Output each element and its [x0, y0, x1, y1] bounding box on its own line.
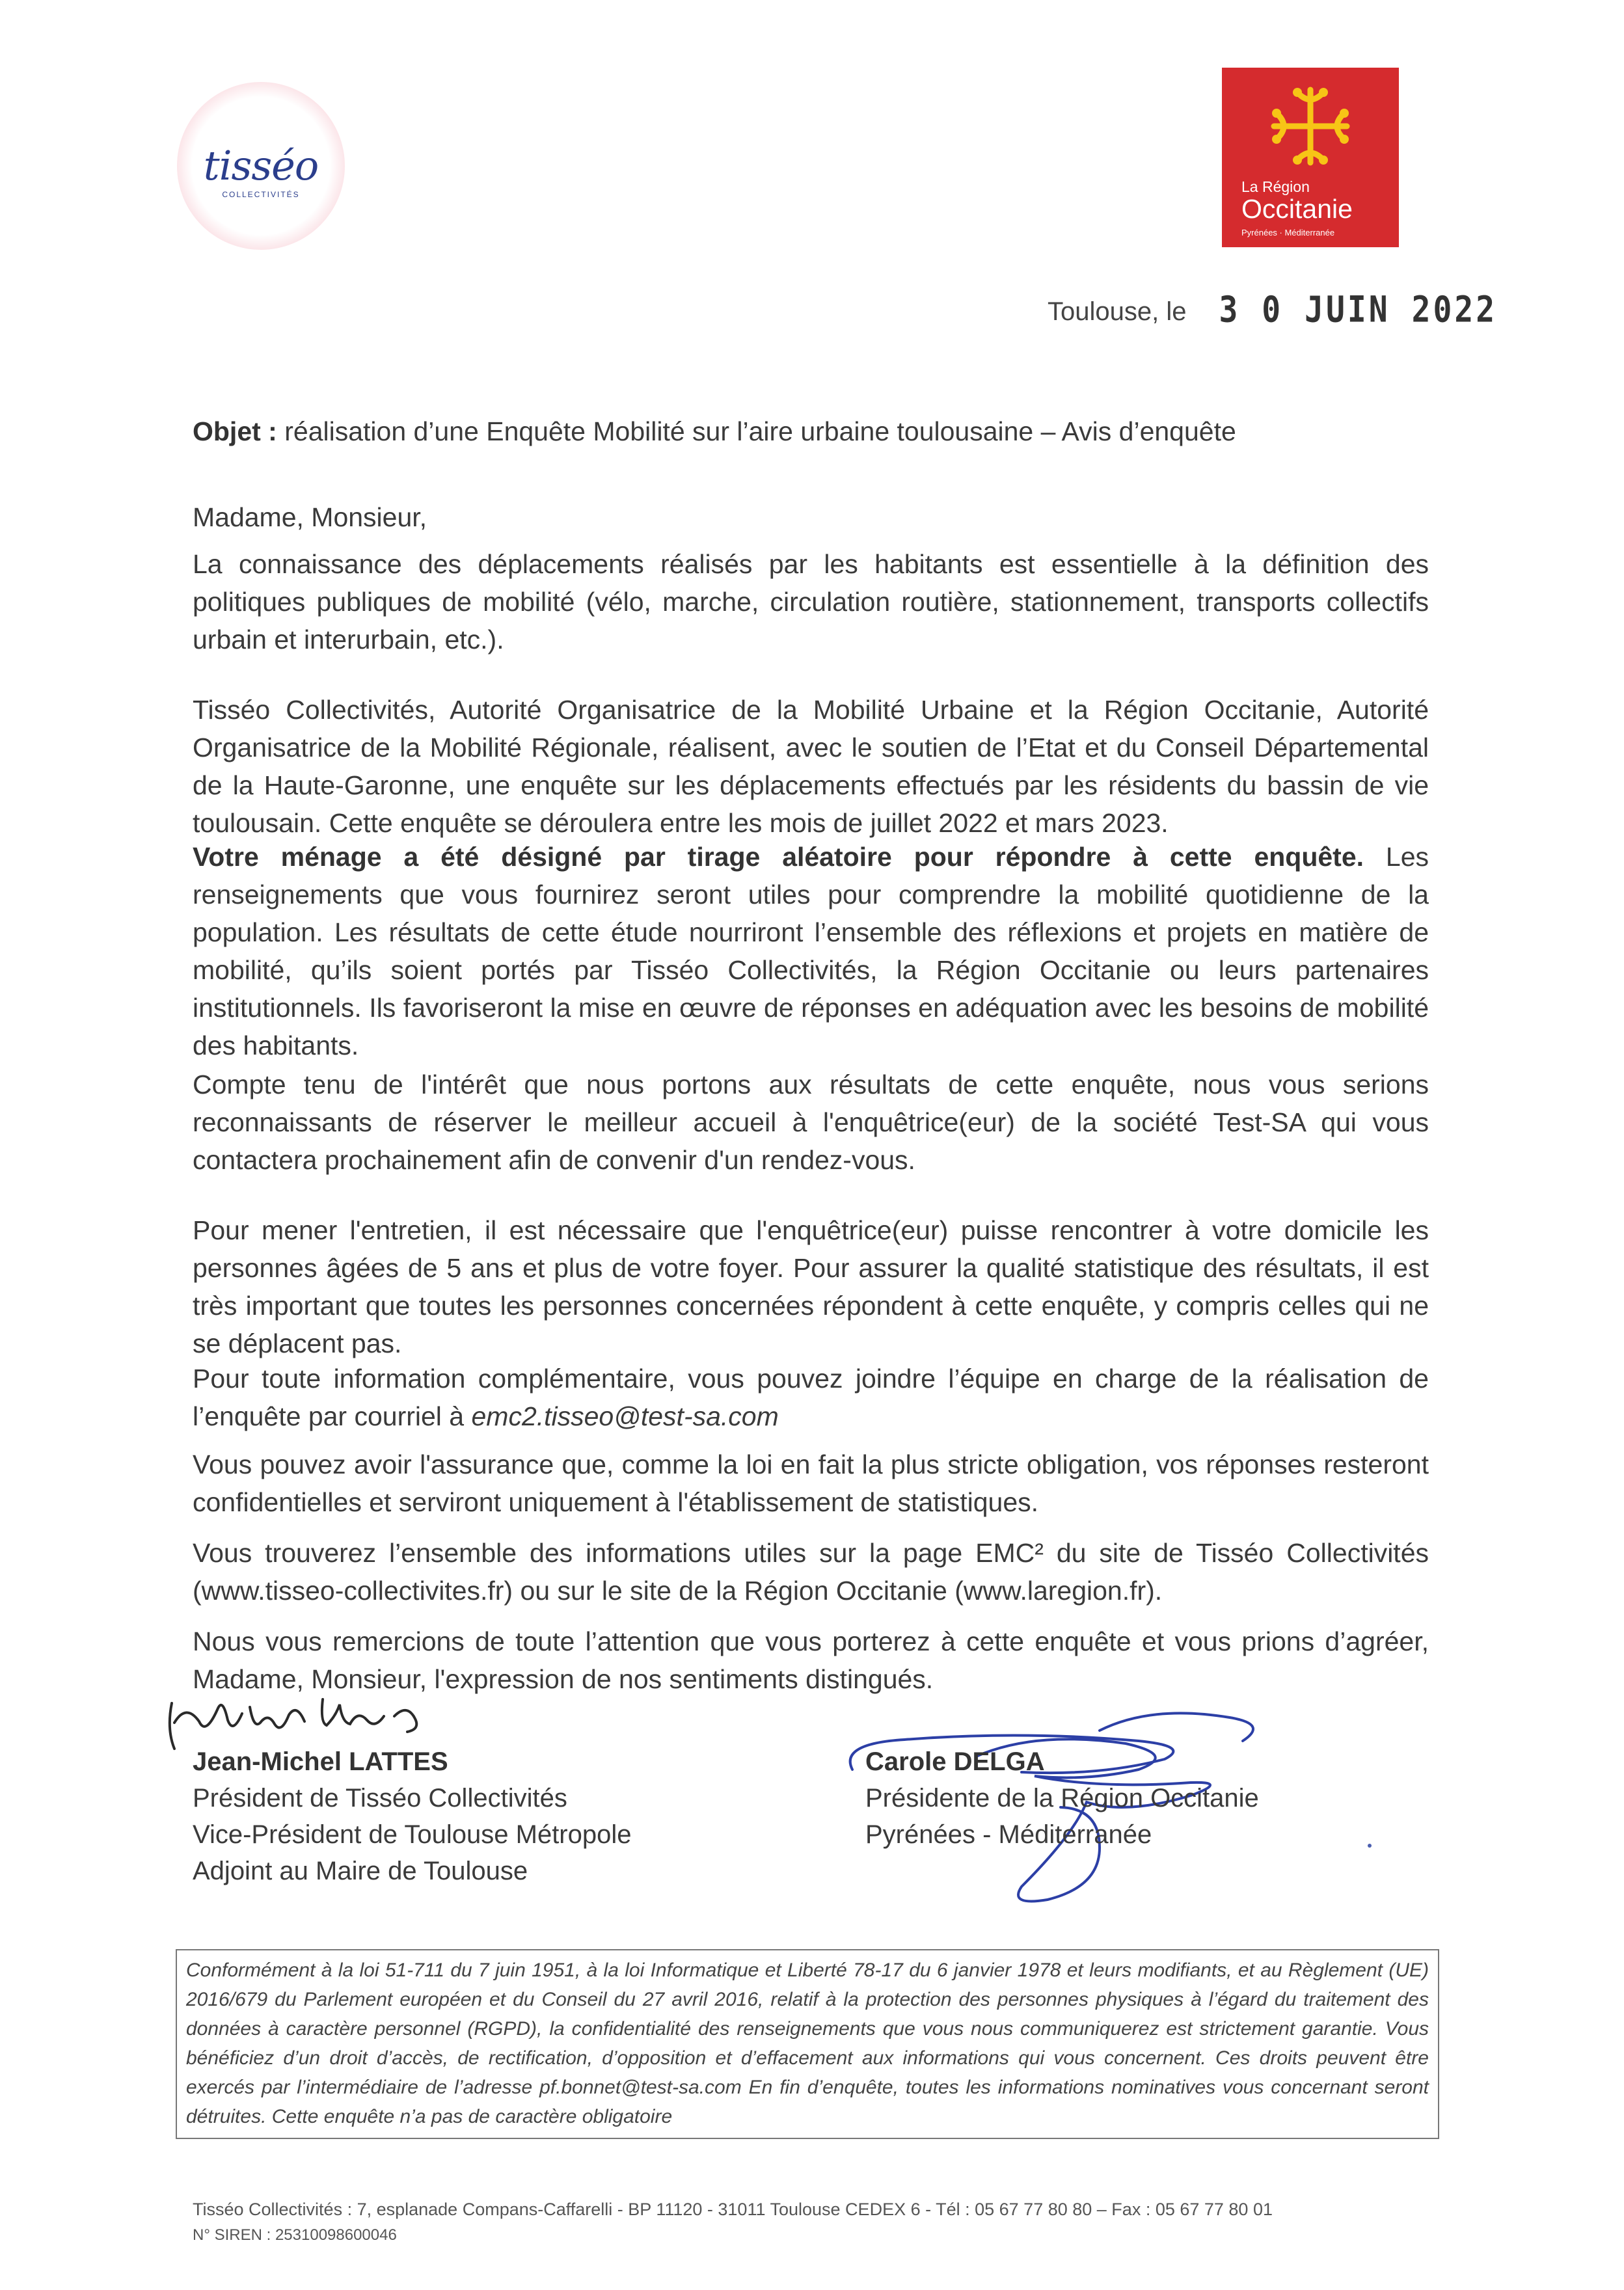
- signatory-left-title3: Adjoint au Maire de Toulouse: [193, 1857, 528, 1885]
- paragraph-context: La connaissance des déplacements réalisés par les habitants est essentielle à la définition des politiques publiques de mobilité (vélo, marche, circulation routière, stationnement, transports collectifs urbain et interurbain, etc.).: [193, 549, 1429, 654]
- selection-details: Les renseignements que vous fournirez seront utiles pour comprendre la mobilité quotidienne de la population. Les résultats de cette étude nourriront l’ensemble des réflexions et projets en matière de mobilité, qu’ils soient portés par Tisséo Collectivités, la Région Occitanie ou leurs partenaires institutionnels. Ils favoriseront la mise en œuvre de réponses en adéquation avec les besoins de mobilité des habitants.: [193, 842, 1429, 1060]
- footer: [193, 2196, 1273, 2248]
- signatory-right: [865, 1744, 1259, 1853]
- signatory-right-title1: Présidente de la Région Occitanie: [865, 1784, 1259, 1812]
- paragraph-selection: [193, 838, 1429, 1064]
- paragraph-interviewer: Compte tenu de l'intérêt que nous portons aux résultats de cette enquête, nous vous serions reconnaissants de réserver le meilleur accueil à l'enquêtrice(eur) de la société Test-SA qui vous contactera prochainement afin de convenir d'un rendez-vous.: [193, 1070, 1429, 1175]
- region-occitanie-logo: [1222, 68, 1399, 247]
- tisseo-logo-brand: tisséo: [203, 142, 319, 189]
- paragraph-closing: Nous vous remercions de toute l’attention que vous porterez à cette enquête et vous prions d’agréer, Madame, Monsieur, l'expression de nos sentiments distingués.: [193, 1626, 1429, 1694]
- subject-label: Objet :: [193, 416, 277, 446]
- signatory-left-title1: Président de Tisséo Collectivités: [193, 1784, 567, 1812]
- signatory-left-title2: Vice-Président de Toulouse Métropole: [193, 1820, 632, 1849]
- signatory-right-title2: Pyrénées - Méditerranée: [865, 1820, 1152, 1849]
- selection-notice: Votre ménage a été désigné par tirage aléatoire pour répondre à cette enquête.: [193, 842, 1364, 872]
- date-line: [1048, 288, 1498, 331]
- date-stamp: 3 0 JUIN 2022: [1219, 288, 1498, 331]
- greeting: Madame, Monsieur,: [193, 502, 427, 532]
- ink-dot: [1368, 1844, 1372, 1848]
- tisseo-logo: [177, 82, 345, 250]
- signatory-right-name: Carole DELGA: [865, 1747, 1045, 1776]
- date-place: Toulouse, le: [1048, 297, 1187, 326]
- region-logo-line1: La Région: [1241, 178, 1310, 195]
- subject-text: réalisation d’une Enquête Mobilité sur l’aire urbaine toulousaine – Avis d’enquête: [284, 416, 1236, 446]
- occitan-cross-icon: [1261, 81, 1360, 172]
- region-logo-line3: Pyrénées · Méditerranée: [1241, 228, 1335, 237]
- footer-siren: N° SIREN : 25310098600046: [193, 2226, 397, 2244]
- footer-address: Tisséo Collectivités : 7, esplanade Compans-Caffarelli - BP 11120 - 31011 Toulouse CEDEX 6 - Tél : 05 67 77 80 80 – Fax : 05 67 77 80 01: [193, 2200, 1273, 2219]
- legal-notice-box: Conformément à la loi 51-711 du 7 juin 1951, à la loi Informatique et Liberté 78-17 du 6 janvier 1978 et leurs modifiants, et au Règlement (UE) 2016/679 du Parlement européen et du Conseil du 27 avril 2016, relatif à la protection des personnes physiques à l’égard du traitement des données à caractère personnel (RGPD), la confidentialité des renseignements que vous nous communiquerez est strictement garantie. Vous bénéficiez d’un droit d’accès, de rectification, d’opposition et d’effacement aux informations qui vous concernent. Ces droits peuvent être exercés par l’intermédiaire de l’adresse pf.bonnet@test-sa.com En fin d’enquête, toutes les informations nominatives vous concernant seront détruites. Cette enquête n’a pas de caractère obligatoire: [176, 1949, 1439, 2139]
- signatory-left-name: Jean-Michel LATTES: [193, 1747, 448, 1776]
- tisseo-logo-subtitle: COLLECTIVITÉS: [222, 190, 300, 199]
- paragraph-interview: Pour mener l'entretien, il est nécessaire que l'enquêtrice(eur) puisse rencontrer à votre domicile les personnes âgées de 5 ans et plus de votre foyer. Pour assurer la qualité statistique des résultats, il est très important que toutes les personnes concernées répondent à cette enquête, y compris celles qui ne se déplacent pas.: [193, 1215, 1429, 1358]
- contact-email-link[interactable]: emc2.tisseo@test-sa.com: [471, 1401, 779, 1431]
- paragraph-organizers: Tisséo Collectivités, Autorité Organisatrice de la Mobilité Urbaine et la Région Occitanie, Autorité Organisatrice de la Mobilité Régionale, réalisent, avec le soutien de l’Etat et du Conseil Départemental de la Haute-Garonne, une enquête sur les déplacements effectués par les résidents du bassin de vie toulousain. Cette enquête se déroulera entre les mois de juillet 2022 et mars 2023.: [193, 695, 1429, 838]
- signatory-left: [193, 1744, 632, 1889]
- subject-line: [193, 416, 1236, 447]
- region-logo-line2: Occitanie: [1241, 194, 1353, 224]
- paragraph-info-links: Vous trouverez l’ensemble des informations utiles sur la page EMC² du site de Tisséo Collectivités (www.tisseo-collectivites.fr) ou sur le site de la Région Occitanie (www.laregion.fr).: [193, 1538, 1429, 1606]
- paragraph-contact: [193, 1360, 1429, 1435]
- contact-text: Pour toute information complémentaire, vous pouvez joindre l’équipe en charge de la réalisation de l’enquête par courriel à: [193, 1364, 1429, 1431]
- paragraph-confidentiality: Vous pouvez avoir l'assurance que, comme la loi en fait la plus stricte obligation, vos réponses resteront confidentielles et serviront uniquement à l'établissement de statistiques.: [193, 1449, 1429, 1517]
